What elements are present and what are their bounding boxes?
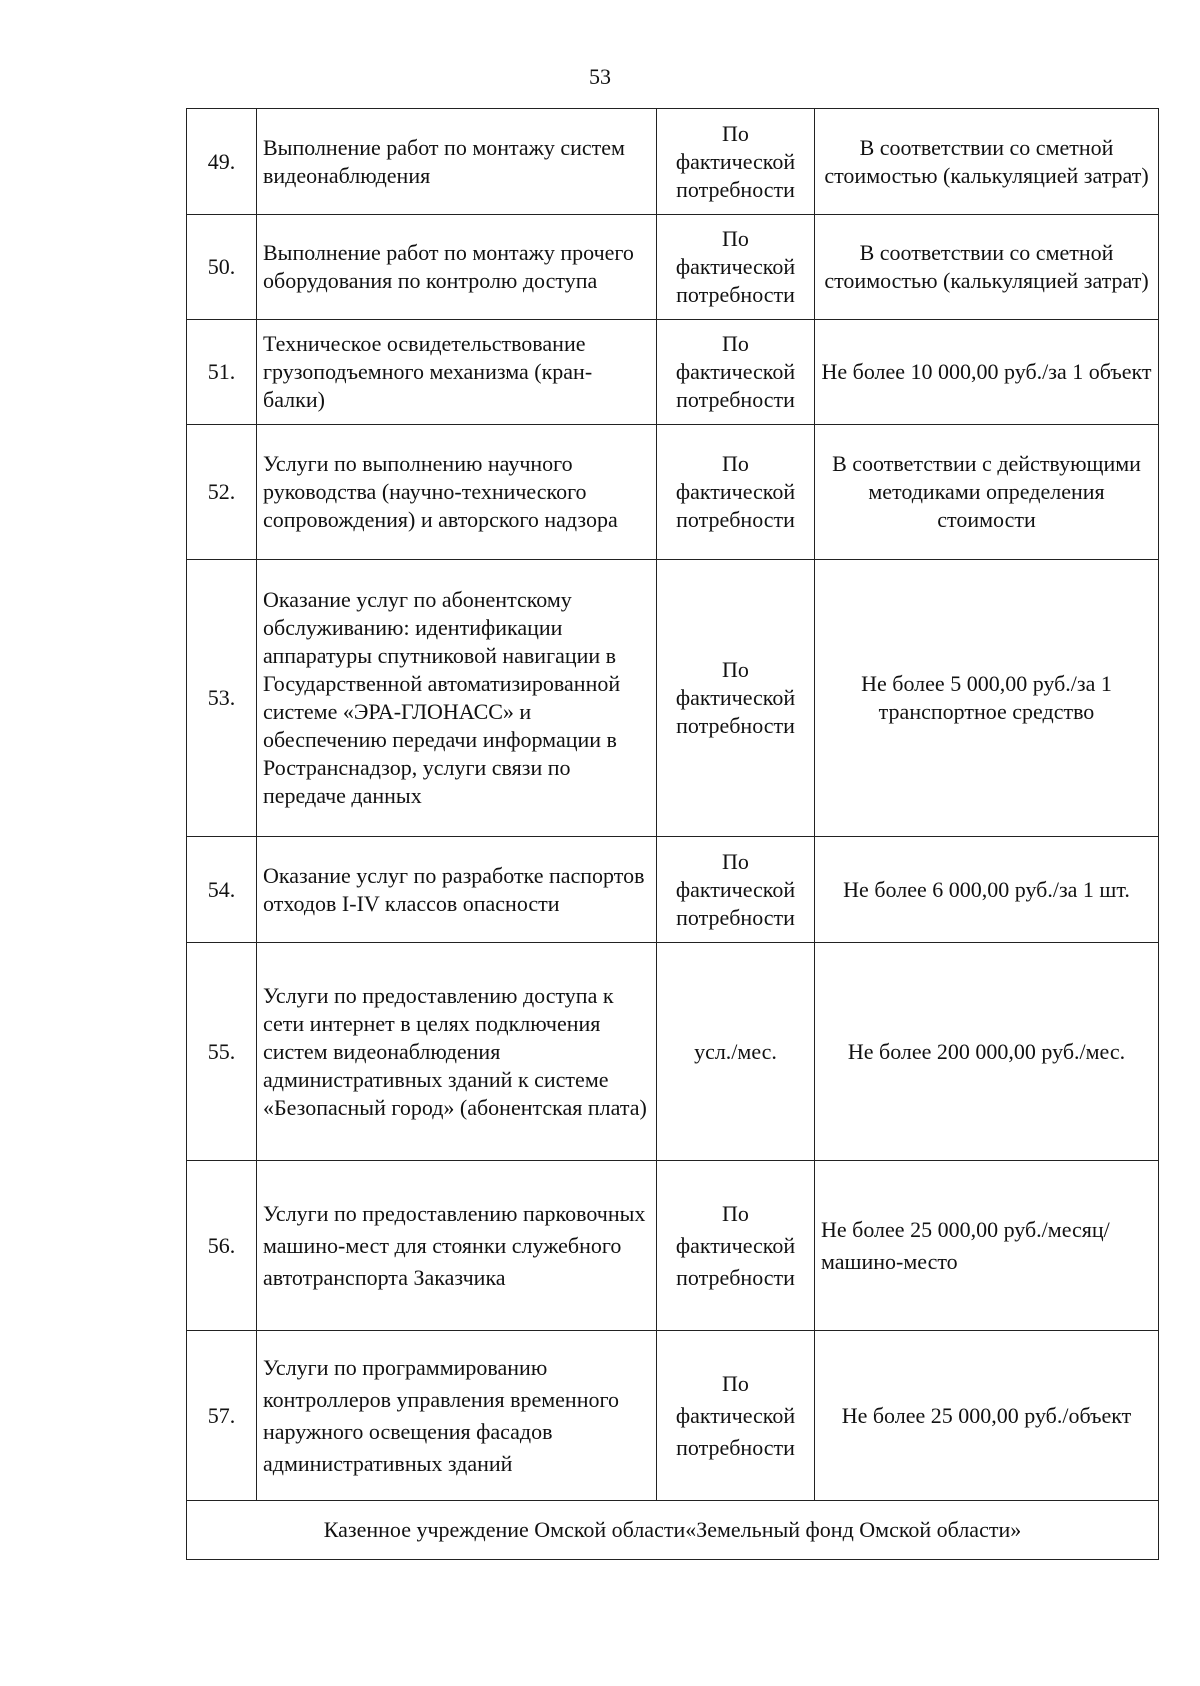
service-price: В соответствии со сметной стоимостью (калькуляцией затрат) (815, 109, 1159, 215)
service-name: Услуги по предоставлению доступа к сети интернет в целях подключения систем видеонаблюдения административных зданий к системе «Безопасный город» (абонентская плата) (257, 943, 657, 1161)
section-row (187, 1501, 1159, 1560)
service-price: В соответствии с действующими методиками определения стоимости (815, 425, 1159, 560)
table-row (187, 560, 1159, 837)
row-number: 55. (187, 943, 257, 1161)
service-price: Не более 25 000,00 руб./месяц/машино-место (815, 1161, 1159, 1331)
row-number: 57. (187, 1331, 257, 1501)
page-number: 53 (589, 64, 611, 89)
service-name: Выполнение работ по монтажу прочего оборудования по контролю доступа (257, 215, 657, 320)
row-number: 54. (187, 837, 257, 943)
table-row (187, 837, 1159, 943)
service-unit: По фактической потребности (657, 320, 815, 425)
service-price: Не более 6 000,00 руб./за 1 шт. (815, 837, 1159, 943)
service-unit: По фактической потребности (657, 215, 815, 320)
section-title: Казенное учреждение Омской области«Земельный фонд Омской области» (187, 1501, 1159, 1560)
row-number: 53. (187, 560, 257, 837)
row-number: 51. (187, 320, 257, 425)
service-name: Услуги по выполнению научного руководства (научно-технического сопровождения) и авторского надзора (257, 425, 657, 560)
table-row (187, 943, 1159, 1161)
service-name: Оказание услуг по абонентскому обслуживанию: идентификации аппаратуры спутниковой навигации в Государственной автоматизированной системе «ЭРА-ГЛОНАСС» и обеспечению передачи информации в Ространснадзор, услуги связи по передаче данных (257, 560, 657, 837)
row-number: 52. (187, 425, 257, 560)
service-price: Не более 5 000,00 руб./за 1 транспортное средство (815, 560, 1159, 837)
service-unit: усл./мес. (657, 943, 815, 1161)
service-unit: По фактической потребности (657, 837, 815, 943)
row-number: 50. (187, 215, 257, 320)
service-unit: По фактической потребности (657, 1331, 815, 1501)
service-unit: По фактической потребности (657, 425, 815, 560)
service-name: Техническое освидетельствование грузоподъемного механизма (кран-балки) (257, 320, 657, 425)
service-price: В соответствии со сметной стоимостью (калькуляцией затрат) (815, 215, 1159, 320)
service-unit: По фактической потребности (657, 1161, 815, 1331)
row-number: 56. (187, 1161, 257, 1331)
service-price: Не более 25 000,00 руб./объект (815, 1331, 1159, 1501)
services-table (186, 108, 1159, 1560)
service-name: Выполнение работ по монтажу систем видеонаблюдения (257, 109, 657, 215)
row-number: 49. (187, 109, 257, 215)
table-row (187, 215, 1159, 320)
service-name: Услуги по программированию контроллеров управления временного наружного освещения фасадов административных зданий (257, 1331, 657, 1501)
service-name: Услуги по предоставлению парковочных машино-мест для стоянки служебного автотранспорта Заказчика (257, 1161, 657, 1331)
table-row (187, 1331, 1159, 1501)
service-name: Оказание услуг по разработке паспортов отходов I-IV классов опасности (257, 837, 657, 943)
service-unit: По фактической потребности (657, 109, 815, 215)
service-price: Не более 10 000,00 руб./за 1 объект (815, 320, 1159, 425)
table-row (187, 109, 1159, 215)
table-row (187, 425, 1159, 560)
table-row (187, 320, 1159, 425)
service-price: Не более 200 000,00 руб./мес. (815, 943, 1159, 1161)
service-unit: По фактической потребности (657, 560, 815, 837)
table-row (187, 1161, 1159, 1331)
